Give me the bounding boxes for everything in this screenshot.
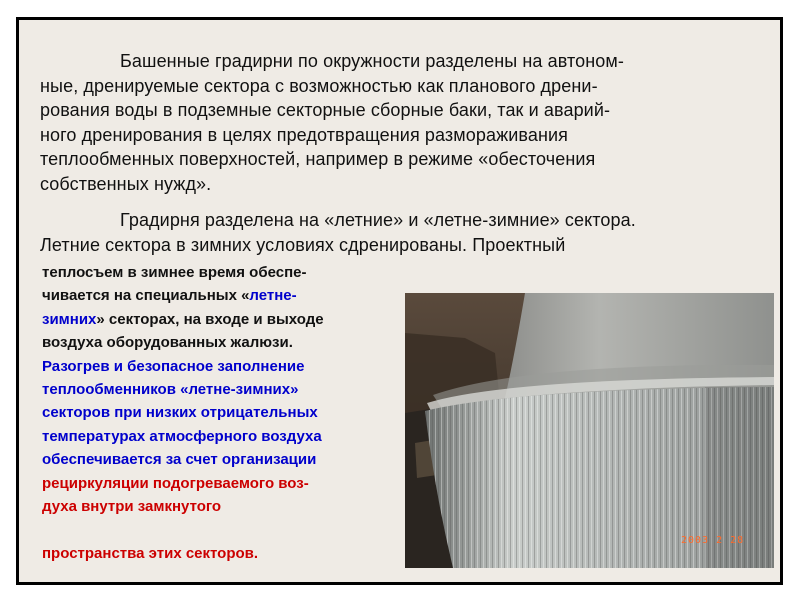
cooling-tower-image <box>405 293 774 568</box>
text-line: ные, дренируемые сектора с возможностью как планового дрени- <box>40 75 598 96</box>
cooling-tower-photo <box>405 293 774 568</box>
text-line: рования воды в подземные секторные сборные баки, так и аварий- <box>40 100 611 120</box>
text-line: зимних» секторах, на входе и выходе <box>42 310 324 328</box>
text-line-blue: температурах атмосферного воздуха <box>42 427 322 445</box>
highlight-term: летне- <box>249 287 297 305</box>
paragraph-cooling-tower-sectors <box>40 49 760 196</box>
line-gap <box>42 518 402 541</box>
text-line: Градирня разделена на «летние» и «летне-зимние» сектора. <box>120 210 636 230</box>
paragraph-winter-heat-removal <box>42 261 402 565</box>
text-line-red: духа внутри замкнутого <box>42 497 222 515</box>
text-line-red: пространства этих секторов. <box>42 544 259 562</box>
text-line-blue: теплообменников «летне-зимних» <box>42 380 299 398</box>
highlight-term: зимних <box>42 310 97 328</box>
paragraph-summer-winter-sectors <box>40 208 760 257</box>
text-line-red: рециркуляции подогреваемого воз- <box>42 474 309 492</box>
text-line-blue: обеспечивается за счет организации <box>42 451 317 469</box>
text-line: теплообменных поверхностей, например в режиме «обесточения <box>40 149 596 169</box>
text-line: воздуха оборудованных жалюзи. <box>42 334 293 352</box>
text-line-blue: секторов при низких отрицательных <box>42 404 318 422</box>
text-line: теплосъем в зимнее время обеспе- <box>42 264 307 281</box>
text-line-blue: Разогрев и безопасное заполнение <box>42 357 305 375</box>
text-line: Летние сектора в зимних условиях сдренированы. Проектный <box>40 234 566 255</box>
text-line: собственных нужд». <box>40 173 212 194</box>
photo-date-stamp: 2003 2 28 <box>681 535 745 546</box>
text-line: Башенные градирни по окружности разделены на автоном- <box>120 51 624 71</box>
text-line: ного дренирования в целях предотвращения размораживания <box>40 124 568 145</box>
text-line: чивается на специальных «летне- <box>42 287 297 305</box>
